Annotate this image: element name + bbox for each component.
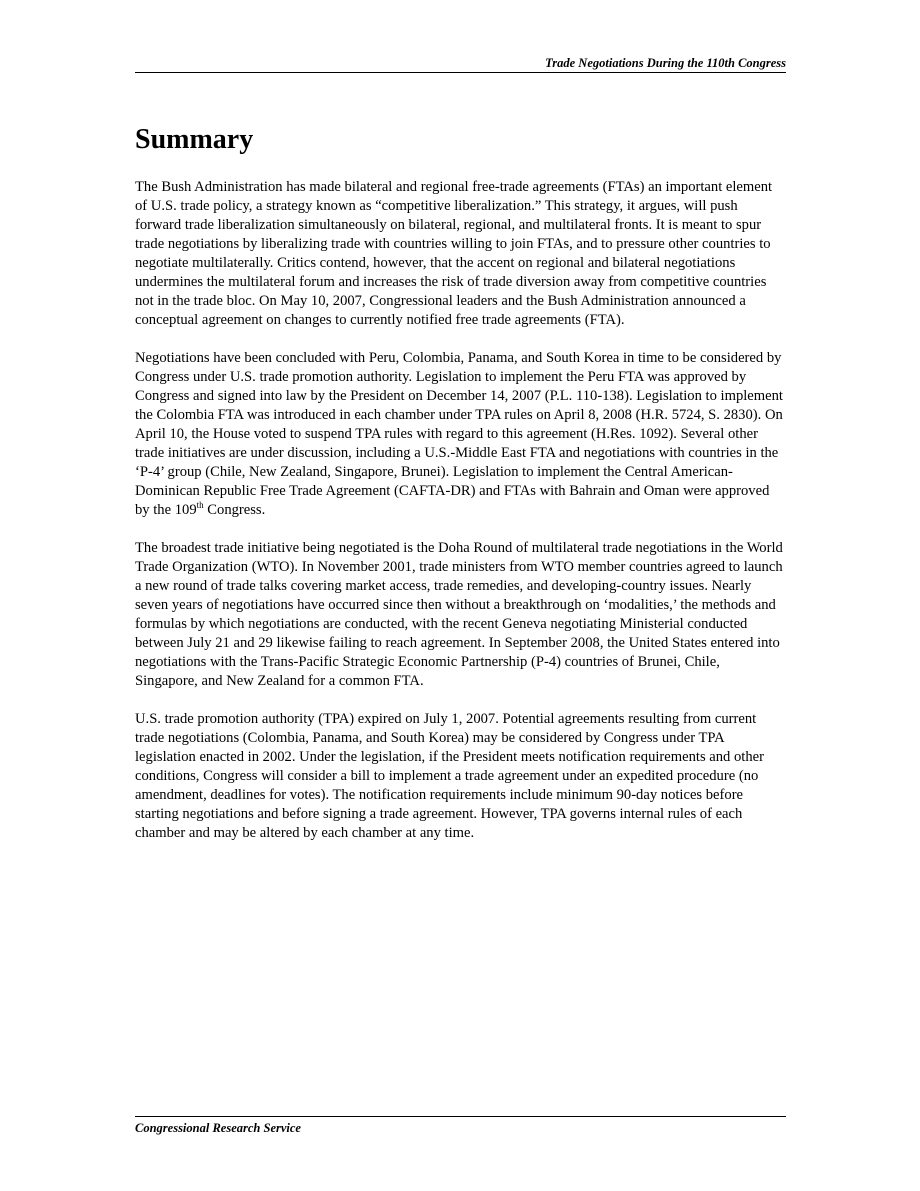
- paragraph-2-end: Congress.: [203, 502, 266, 518]
- running-header: Trade Negotiations During the 110th Congress: [545, 56, 786, 70]
- summary-body: [135, 178, 786, 862]
- footer-rule: [135, 1116, 786, 1117]
- section-heading: Summary: [135, 124, 254, 155]
- paragraph-1: The Bush Administration has made bilateral and regional free-trade agreements (FTAs) an important element of U.S. trade policy, a strategy known as “competitive liberalization.” This strategy, it argues, will push forward trade liberalization simultaneously on bilateral, regional, and multilateral fronts. It is meant to spur trade negotiations by liberalizing trade with countries willing to join FTAs, and to pressure other countries to negotiate multilaterally. Critics contend, however, that the accent on regional and bilateral negotiations undermines the multilateral forum and increases the risk of trade diversion away from competitive countries not in the trade bloc. On May 10, 2007, Congressional leaders and the Bush Administration announced a conceptual agreement on changes to currently notified free trade agreements (FTA).: [135, 179, 773, 328]
- paragraph-2-main: Negotiations have been concluded with Peru, Colombia, Panama, and South Korea in time to be considered by Congress under U.S. trade promotion authority. Legislation to implement the Peru FTA was approved by Congress and signed into law by the President on December 14, 2007 (P.L. 110-138). Legislation to implement the Colombia FTA was introduced in each chamber under TPA rules on April 8, 2008 (H.R. 5724, S. 2830). On April 10, the House voted to suspend TPA rules with regard to this agreement (H.Res. 1092). Several other trade initiatives are under discussion, including a U.S.-Middle East FTA and negotiations with countries in the ‘P-4’ group (Chile, New Zealand, Singapore, Brunei). Legislation to implement the Central American-Dominican Republic Free Trade Agreement (CAFTA-DR) and FTAs with Bahrain and Oman were approved by the 109: [135, 350, 783, 518]
- paragraph-4: U.S. trade promotion authority (TPA) expired on July 1, 2007. Potential agreements resulting from current trade negotiations (Colombia, Panama, and South Korea) may be considered by Congress under TPA legislation enacted in 2002. Under the legislation, if the President meets notification requirements and other conditions, Congress will consider a bill to implement a trade agreement under an expedited procedure (no amendment, deadlines for votes). The notification requirements include minimum 90-day notices before starting negotiations and before signing a trade agreement. However, TPA governs internal rules of each chamber and may be altered by each chamber at any time.: [135, 711, 764, 841]
- paragraph-3: The broadest trade initiative being negotiated is the Doha Round of multilateral trade negotiations in the World Trade Organization (WTO). In November 2001, trade ministers from WTO member countries agreed to launch a new round of trade talks covering market access, trade remedies, and developing-country issues. Nearly seven years of negotiations have occurred since then without a breakthrough on ‘modalities,’ the methods and formulas by which negotiations are conducted, with the recent Geneva negotiating Ministerial conducted between July 21 and 29 likewise failing to reach agreement. In September 2008, the United States entered into negotiations with the Trans-Pacific Strategic Economic Partnership (P-4) countries of Brunei, Chile, Singapore, and New Zealand for a common FTA.: [135, 540, 783, 689]
- running-footer: Congressional Research Service: [135, 1121, 301, 1135]
- paragraph-2: [135, 349, 786, 520]
- ordinal-superscript: th: [196, 500, 204, 511]
- header-rule: [135, 72, 786, 73]
